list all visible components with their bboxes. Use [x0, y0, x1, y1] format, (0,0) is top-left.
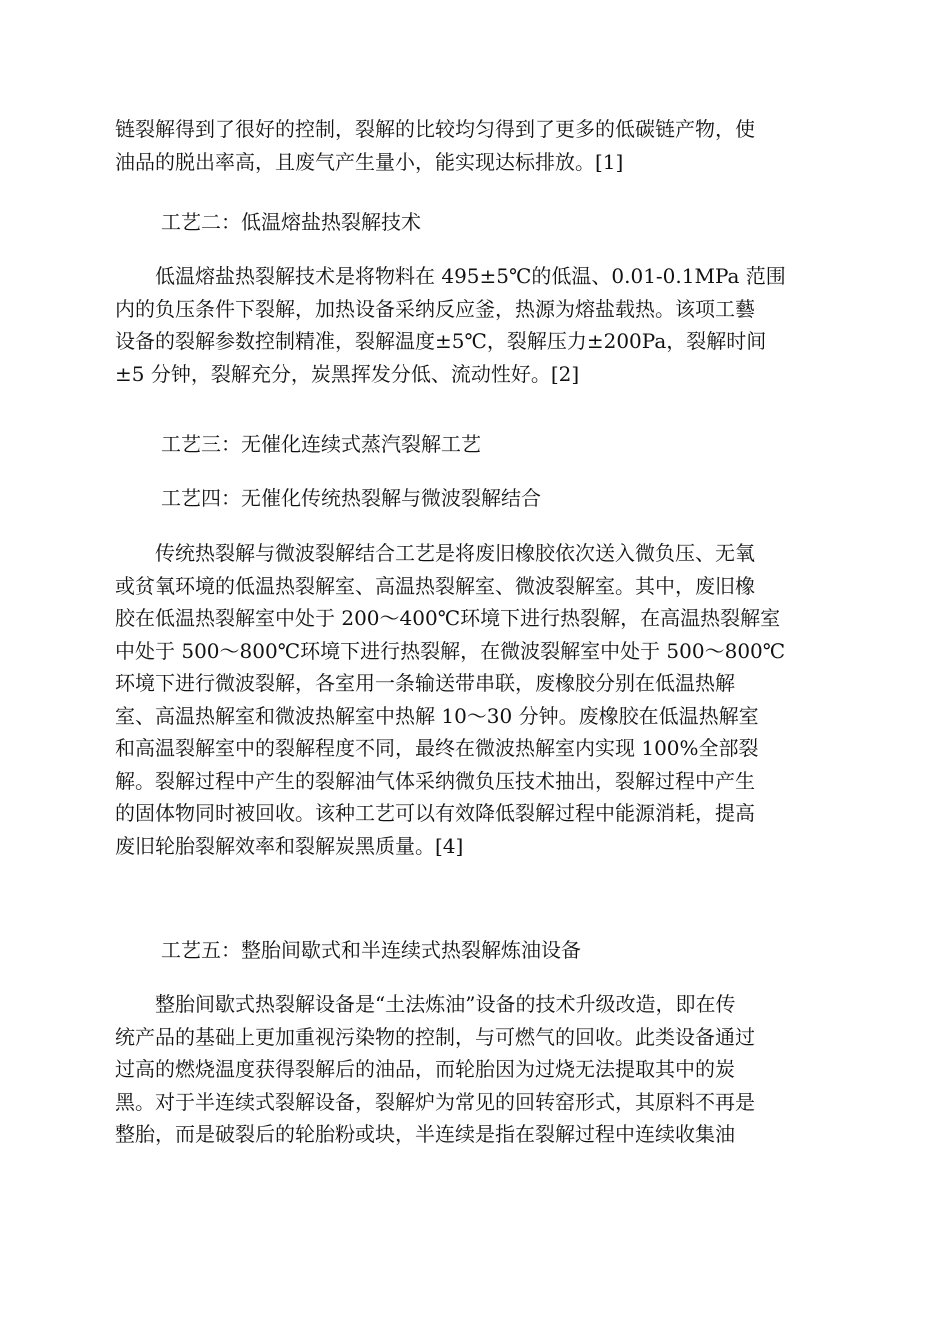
paragraph-line: 整胎，而是破裂后的轮胎粉或块，半连续是指在裂解过程中连续收集油 — [115, 1122, 735, 1146]
paragraph-1 — [115, 113, 835, 178]
paragraph-line: 解。裂解过程中产生的裂解油气体采纳微负压技术抽出，裂解过程中产生 — [115, 768, 755, 793]
paragraph-line: 的固体物同时被回收。该种工艺可以有效降低裂解过程中能源消耗，提高 — [115, 801, 755, 825]
paragraph-line: 和高温裂解室中的裂解程度不同，最终在微波热解室内实现 100%全部裂 — [115, 736, 759, 760]
paragraph-line: 整胎间歇式热裂解设备是“土法炼油”设备的技术升级改造，即在传 — [115, 992, 736, 1016]
paragraph-line: 废旧轮胎裂解效率和裂解炭黑质量。[4] — [115, 833, 464, 858]
paragraph-line: 黑。对于半连续式裂解设备，裂解炉为常见的回转窑形式，其原料不再是 — [115, 1089, 755, 1114]
paragraph-line: 过高的燃烧温度获得裂解后的油品，而轮胎因为过烧无法提取其中的炭 — [115, 1057, 735, 1081]
paragraph-line: 环境下进行微波裂解，各室用一条输送带串联，废橡胶分别在低温热解 — [115, 671, 735, 695]
paragraph-line: 胶在低温热裂解室中处于 200～400℃环境下进行热裂解，在高温热裂解室 — [115, 606, 781, 630]
paragraph-line: 室、高温热解室和微波热解室中热解 10～30 分钟。废橡胶在低温热解室 — [115, 703, 759, 728]
paragraph-4 — [115, 537, 835, 862]
section-heading-4: 工艺四：无催化传统热裂解与微波裂解结合 — [161, 486, 541, 510]
section-heading-2: 工艺二：低温熔盐热裂解技术 — [161, 210, 421, 234]
paragraph-line: 链裂解得到了很好的控制，裂解的比较均匀得到了更多的低碳链产物，使 — [115, 117, 755, 141]
paragraph-line: 内的负压条件下裂解，加热设备采纳反应釜，热源为熔盐载热。该项工藝 — [115, 296, 755, 321]
section-heading-3: 工艺三：无催化连续式蒸汽裂解工艺 — [161, 432, 481, 456]
paragraph-line: 中处于 500～800℃环境下进行热裂解，在微波裂解室中处于 500～800℃ — [115, 638, 786, 663]
paragraph-line: 设备的裂解参数控制精准，裂解温度±5℃，裂解压力±200Pa，裂解时间 — [115, 329, 767, 353]
section-heading-5: 工艺五：整胎间歇式和半连续式热裂解炼油设备 — [161, 938, 581, 962]
paragraph-5 — [115, 988, 835, 1151]
paragraph-2 — [115, 260, 835, 390]
paragraph-line: 低温熔盐热裂解技术是将物料在 495±5℃的低温、0.01-0.1MPa 范围 — [115, 264, 786, 288]
paragraph-line: 传统热裂解与微波裂解结合工艺是将废旧橡胶依次送入微负压、无氧 — [115, 541, 755, 565]
paragraph-line: 油品的脱出率高，且废气产生量小，能实现达标排放。[1] — [115, 149, 624, 174]
paragraph-line: 或贫氧环境的低温热裂解室、高温热裂解室、微波裂解室。其中，废旧橡 — [115, 573, 755, 598]
paragraph-line: 统产品的基础上更加重视污染物的控制，与可燃气的回收。此类设备通过 — [115, 1024, 755, 1049]
paragraph-line: ±5 分钟，裂解充分，炭黑挥发分低、流动性好。[2] — [115, 361, 580, 386]
